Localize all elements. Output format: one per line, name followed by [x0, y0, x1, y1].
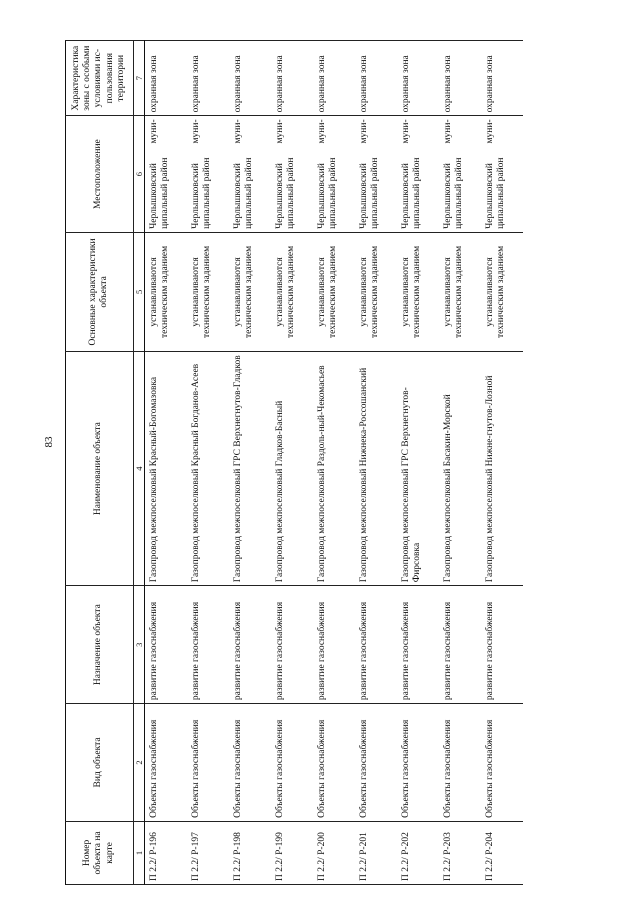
column-header: Вид объекта: [66, 704, 134, 822]
object-purpose-cell: развитие газоснабжения: [439, 586, 481, 704]
column-header: Наименование объекта: [66, 351, 134, 585]
object-purpose-cell: развитие газоснабжения: [481, 586, 523, 704]
object-purpose-cell: развитие газоснабжения: [355, 586, 397, 704]
object-location-cell: Черлышковский муни-ципальный район: [481, 116, 523, 233]
column-header: Назначение объекта: [66, 586, 134, 704]
table-row: [145, 41, 188, 885]
zone-characteristics-cell: охранная зона: [481, 41, 523, 116]
object-purpose-cell: развитие газоснабжения: [229, 586, 271, 704]
table-row: [187, 41, 229, 885]
object-number-cell: П 2.2/ Р-203: [439, 821, 481, 884]
object-characteristics-cell: устанавливаются техническим заданием: [229, 232, 271, 351]
object-number-cell: П 2.2/ Р-201: [355, 821, 397, 884]
object-name-cell: Газопровод межпоселковый Нижнека-Россошанский: [355, 351, 397, 585]
object-characteristics-cell: устанавливаются техническим заданием: [313, 232, 355, 351]
table-row: [355, 41, 397, 885]
column-header: Характеристика зоны с особыми условиями ис-пользования территории: [66, 41, 134, 116]
object-number-cell: П 2.2/ Р-204: [481, 821, 523, 884]
object-purpose-cell: развитие газоснабжения: [145, 586, 188, 704]
zone-characteristics-cell: охранная зона: [229, 41, 271, 116]
table-row: [229, 41, 271, 885]
table-header-row: [66, 41, 134, 885]
table-row: [271, 41, 313, 885]
object-type-cell: Объекты газоснабжения: [397, 704, 439, 822]
zone-characteristics-cell: охранная зона: [187, 41, 229, 116]
object-characteristics-cell: устанавливаются техническим заданием: [187, 232, 229, 351]
column-number: 2: [134, 704, 145, 822]
zone-characteristics-cell: охранная зона: [439, 41, 481, 116]
object-location-cell: Черлышковский муни-ципальный район: [313, 116, 355, 233]
object-purpose-cell: развитие газоснабжения: [313, 586, 355, 704]
object-name-cell: Газопровод межпоселковый ГРС Верхнегнутов-Фирсовка: [397, 351, 439, 585]
table-body: [66, 41, 524, 885]
column-header: Номер объекта на карте: [66, 821, 134, 884]
column-number: 1: [134, 821, 145, 884]
zone-characteristics-cell: охранная зона: [397, 41, 439, 116]
object-name-cell: Газопровод межпоселковый Нижне-гнутов-Лозной: [481, 351, 523, 585]
object-name-cell: Газопровод межпоселковый Раздоль-ный-Чекомасьев: [313, 351, 355, 585]
object-name-cell: Газопровод межпоселковый Красный-Богомазовка: [145, 351, 188, 585]
object-location-cell: Черлышковский муни-ципальный район: [271, 116, 313, 233]
column-header: Основные характеристики объекта: [66, 232, 134, 351]
object-characteristics-cell: устанавливаются техническим заданием: [481, 232, 523, 351]
zone-characteristics-cell: охранная зона: [271, 41, 313, 116]
table-row: [397, 41, 439, 885]
object-type-cell: Объекты газоснабжения: [313, 704, 355, 822]
object-type-cell: Объекты газоснабжения: [355, 704, 397, 822]
object-type-cell: Объекты газоснабжения: [187, 704, 229, 822]
page-number: 83: [43, 436, 55, 448]
object-characteristics-cell: устанавливаются техническим заданием: [397, 232, 439, 351]
object-number-cell: П 2.2/ Р-200: [313, 821, 355, 884]
rotated-table-container: [65, 40, 577, 885]
object-type-cell: Объекты газоснабжения: [271, 704, 313, 822]
object-location-cell: Черлышковский муни-ципальный район: [187, 116, 229, 233]
objects-table: [65, 40, 523, 885]
object-purpose-cell: развитие газоснабжения: [271, 586, 313, 704]
object-type-cell: Объекты газоснабжения: [145, 704, 188, 822]
object-name-cell: Газопровод межпоселковый Басакин-Морской: [439, 351, 481, 585]
table-row: [481, 41, 523, 885]
object-name-cell: Газопровод межпоселковый ГРС Верхнегнутов-Гладков: [229, 351, 271, 585]
object-type-cell: Объекты газоснабжения: [229, 704, 271, 822]
object-type-cell: Объекты газоснабжения: [439, 704, 481, 822]
object-characteristics-cell: устанавливаются техническим заданием: [145, 232, 188, 351]
object-location-cell: Черлышковский муни-ципальный район: [355, 116, 397, 233]
zone-characteristics-cell: охранная зона: [145, 41, 188, 116]
object-characteristics-cell: устанавливаются техническим заданием: [271, 232, 313, 351]
column-number-row: [134, 41, 145, 885]
column-number: 7: [134, 41, 145, 116]
object-purpose-cell: развитие газоснабжения: [397, 586, 439, 704]
object-number-cell: П 2.2/ Р-202: [397, 821, 439, 884]
column-number: 3: [134, 586, 145, 704]
object-characteristics-cell: устанавливаются техническим заданием: [439, 232, 481, 351]
object-number-cell: П 2.2/ Р-196: [145, 821, 188, 884]
table-row: [313, 41, 355, 885]
column-number: 4: [134, 351, 145, 585]
object-number-cell: П 2.2/ Р-199: [271, 821, 313, 884]
column-header: Местоположение: [66, 116, 134, 233]
column-number: 6: [134, 116, 145, 233]
object-location-cell: Черлышковский муни-ципальный район: [229, 116, 271, 233]
object-purpose-cell: развитие газоснабжения: [187, 586, 229, 704]
object-number-cell: П 2.2/ Р-197: [187, 821, 229, 884]
zone-characteristics-cell: охранная зона: [313, 41, 355, 116]
table-row: [439, 41, 481, 885]
object-characteristics-cell: устанавливаются техническим заданием: [355, 232, 397, 351]
object-name-cell: Газопровод межпоселковый Гладков-Басный: [271, 351, 313, 585]
column-number: 5: [134, 232, 145, 351]
object-number-cell: П 2.2/ Р-198: [229, 821, 271, 884]
object-location-cell: Черлышковский муни-ципальный район: [397, 116, 439, 233]
zone-characteristics-cell: охранная зона: [355, 41, 397, 116]
object-name-cell: Газопровод межпоселковый Красный Богданов-Асеев: [187, 351, 229, 585]
object-type-cell: Объекты газоснабжения: [481, 704, 523, 822]
object-location-cell: Черлышковский муни-ципальный район: [145, 116, 188, 233]
object-location-cell: Черлышковский муни-ципальный район: [439, 116, 481, 233]
